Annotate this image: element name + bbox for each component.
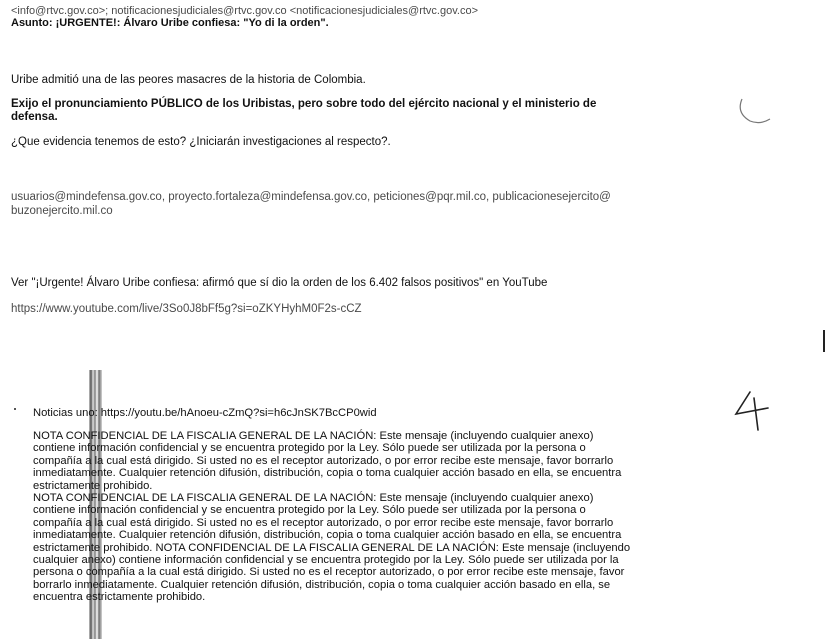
notice-line: compañía a la cual está dirigido. Si usted no es el receptor autorizado, o por error recibe este mensaje, favor borrarlo	[33, 454, 614, 467]
notice-line: contiene información confidencial y se encuentra protegido por la Ley. Sólo puede ser utilizada por la persona o	[33, 442, 586, 455]
confidential-notice	[33, 430, 733, 604]
email-body-line-1: Uribe admitió una de las peores masacres de la historia de Colombia.	[11, 74, 366, 86]
notice-line: inmediatamente. Cualquier retención difusión, distribución, copia o toma cualquier acción basado en ella, se encuentra	[33, 467, 622, 480]
noticias-line: Noticias uno: https://youtu.be/hAnoeu-cZmQ?si=h6cJnSK7BcCP0wid	[33, 407, 377, 419]
recipients-line-a: usuarios@mindefensa.gov.co, proyecto.fortaleza@mindefensa.gov.co, peticiones@pqr.mil.co, publicacionesejercito@	[11, 191, 611, 203]
notice-line: estrictamente prohibido.	[33, 479, 153, 492]
video-url: https://www.youtube.com/live/3So0J8bFf5g?si=oZKYHyhM0F2s-cCZ	[11, 303, 362, 315]
recipients-line-b: buzonejercito.mil.co	[11, 205, 113, 217]
email-body-line-2b: defensa.	[11, 111, 58, 123]
notice-line: cualquier anexo) contiene información confidencial y se encuentra protegido por la Ley. Sólo puede ser utilizada por la	[33, 554, 619, 567]
notice-line: NOTA CONFIDENCIAL DE LA FISCALIA GENERAL DE LA NACIÓN: Este mensaje (incluyendo cualquier anexo)	[33, 492, 594, 505]
notice-line: contiene información confidencial y se encuentra protegido por la Ley. Sólo puede ser utilizada por la persona o	[33, 504, 586, 517]
notice-line: NOTA CONFIDENCIAL DE LA FISCALIA GENERAL DE LA NACIÓN: Este mensaje (incluyendo cualquier anexo)	[33, 430, 594, 442]
vertical-mark	[823, 330, 825, 352]
notice-line: encuentra estrictamente prohibido.	[33, 591, 206, 604]
email-body-line-2a: Exijo el pronunciamiento PÚBLICO de los Uribistas, pero sobre todo del ejército nacional y el ministerio de	[11, 98, 597, 110]
scribble-mark	[736, 95, 776, 135]
email-body-line-3: ¿Que evidencia tenemos de esto? ¿Iniciarán investigaciones al respecto?.	[11, 136, 391, 148]
notice-line: compañía a la cual está dirigido. Si usted no es el receptor autorizado, o por error recibe este mensaje, favor borrarlo	[33, 516, 614, 529]
email-subject: Asunto: ¡URGENTE!: Álvaro Uribe confiesa: "Yo di la orden".	[11, 17, 329, 29]
notice-line: persona o compañía a la cual está dirigido. Si usted no es el receptor autorizado, o por error recibe este mensaje, favor	[33, 566, 625, 579]
video-title: Ver "¡Urgente! Álvaro Uribe confiesa: afirmó que sí dio la orden de los 6.402 falsos positivos" en YouTube	[11, 277, 548, 289]
speck	[14, 408, 16, 410]
handwritten-page-number	[728, 388, 776, 432]
notice-line: estrictamente prohibido. NOTA CONFIDENCIAL DE LA FISCALIA GENERAL DE LA NACIÓN: Este mensaje (incluyendo	[33, 541, 631, 554]
notice-line: inmediatamente. Cualquier retención difusión, distribución, copia o toma cualquier acción basado en ella, se encuentra	[33, 529, 622, 542]
notice-line: borrarlo inmediatamente. Cualquier retención difusión, distribución, copia o toma cualquier acción basado en ella, se	[33, 578, 611, 591]
email-to-line: <info@rtvc.gov.co>; notificacionesjudiciales@rtvc.gov.co <notificacionesjudiciales@rtvc.gov.co>	[11, 5, 478, 17]
scanned-page-2	[0, 370, 835, 639]
